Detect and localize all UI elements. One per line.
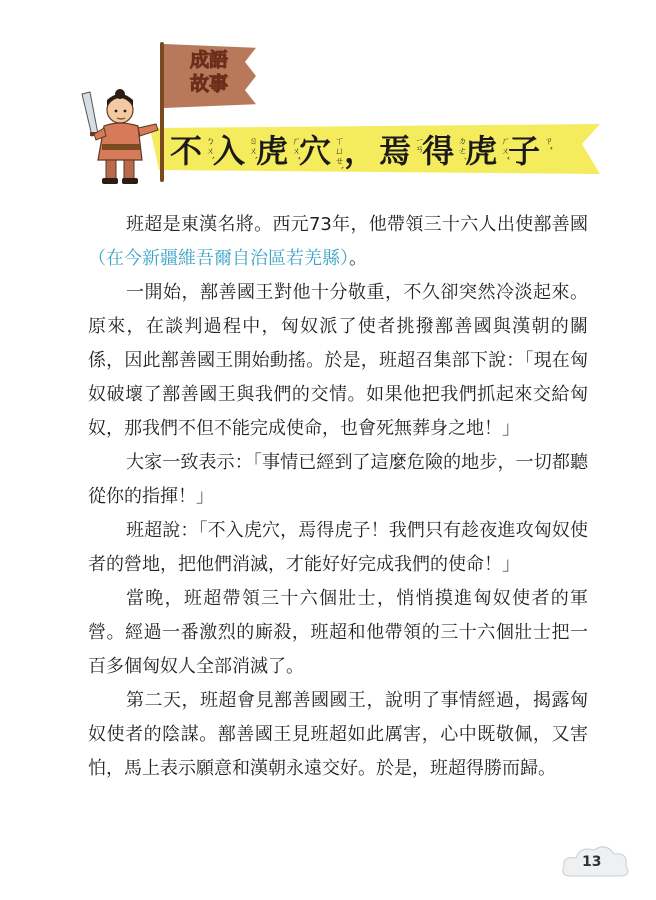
paragraph: 一開始，鄯善國王對他十分敬重，不久卻突然冷淡起來。原來，在談判過程中，匈奴派了使者挑撥鄯善國與漢朝的關係，因此鄯善國王開始動搖。於是，班超召集部下說：「現在匈奴破壞了鄯善國王與我們的交情。如果他把我們抓起來交給匈奴，那我們不但不能完成使命，也會死無葬身之地！」 [88, 282, 588, 439]
title-char: 虎 ㄏㄨˇ [256, 132, 301, 170]
title-char: 子 ㄗˇ [508, 132, 553, 170]
title-char: 不 ㄅㄨˋ [170, 132, 215, 170]
title-char: 入 ㄖㄨˋ [213, 132, 258, 170]
paragraph: 大家一致表示：「事情已經到了這麼危險的地步，一切都聽從你的指揮！」 [88, 452, 588, 507]
title-char: 焉 ㄧㄢ [379, 132, 424, 170]
general-figure-illustration [76, 88, 171, 188]
paragraph: 班超說：「不入虎穴，焉得虎子！我們只有趁夜進攻匈奴使者的營地，把他們消滅，才能好好完成我們的使命！」 [88, 520, 588, 575]
title-char: 得 ㄉㄜˊ [422, 132, 467, 170]
story-title [170, 124, 551, 174]
flag-line-1: 成語 [189, 49, 228, 71]
title-char: 虎 ㄏㄨˇ [465, 132, 510, 170]
paragraph: 第二天，班超會見鄯善國國王，說明了事情經過，揭露匈奴使者的陰謀。鄯善國王見班超如此厲害，心中既敬佩，又害怕，馬上表示願意和漢朝永遠交好。於是，班超得勝而歸。 [88, 690, 588, 779]
location-note: （在今新疆維吾爾自治區若羌縣） [88, 248, 349, 269]
flag-line-2: 故事 [189, 73, 228, 95]
header [0, 0, 656, 200]
story-body [88, 208, 588, 786]
page-number: 13 [582, 854, 602, 870]
title-punctuation: ， [344, 132, 378, 170]
title-char: 穴 ㄒㄩㄝˋ [299, 132, 344, 172]
paragraph: 班超是東漢名將。西元73年，他帶領三十六人出使鄯善國（在今新疆維吾爾自治區若羌縣）。 [88, 214, 588, 269]
flag-text [174, 48, 244, 96]
paragraph: 當晚，班超帶領三十六個壯士，悄悄摸進匈奴使者的軍營。經過一番激烈的廝殺，班超和他帶領的三十六個壯士把一百多個匈奴人全部消滅了。 [88, 588, 588, 677]
